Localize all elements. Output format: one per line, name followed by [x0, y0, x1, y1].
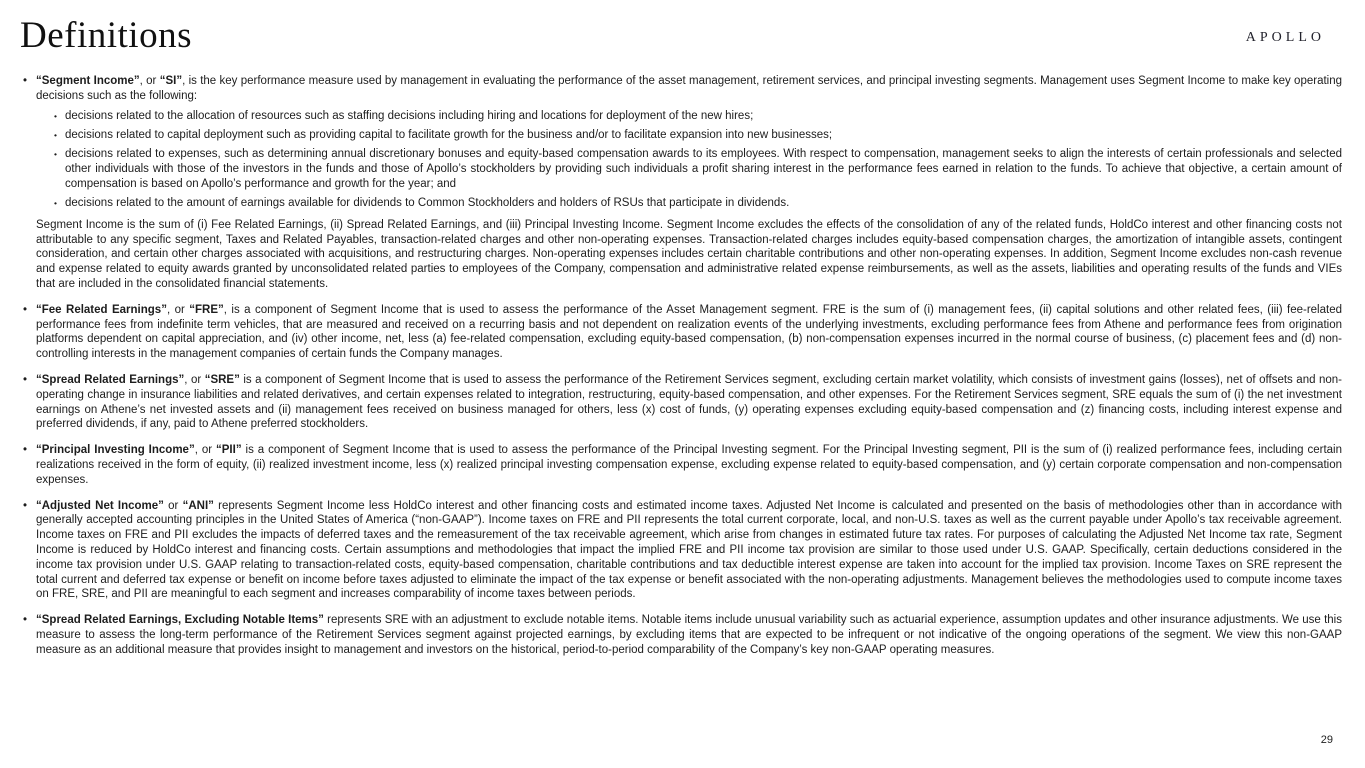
- term-abbr: “ANI”: [182, 499, 214, 512]
- term-abbr: “PII”: [216, 444, 242, 457]
- sub-list-item: [54, 128, 1342, 143]
- bullet-icon: •: [23, 75, 28, 87]
- definition-text: [36, 499, 1342, 603]
- definition-item-fre: [23, 303, 1342, 362]
- definition-text: [36, 443, 1342, 487]
- definitions-list: [23, 74, 1342, 669]
- term-abbr: “SI”: [159, 75, 183, 87]
- term-label: “Spread Related Earnings”: [36, 374, 185, 387]
- definition-text: [36, 613, 1342, 657]
- definition-paragraph: [36, 303, 1342, 362]
- sub-item-text: decisions related to capital deployment such as providing capital to facilitate growth for the business and/or to facilitate expansion into new businesses;: [65, 128, 833, 141]
- definition-body: , is a component of Segment Income that is used to assess the performance of the Asset Management segment. FRE is the sum of (i) management fees, (ii) capital solutions and other related fees, (iii) fee-related performance fees from indefinite term vehicles, that are measured and received on a recurring basis and not dependent on realization events of the underlying investments, excluding performance fees from Athene and performance fees from origination platforms dependent on capital appreciation, and (iv) other income, net, less (a) fee-related compensation, excluding equity-based compensation, (b) non-compensation expenses incurred in the normal course of business, (c) placement fees and (d) non-controlling interests in the management companies of certain funds the Company manages.: [36, 303, 1342, 361]
- term-label: “Segment Income”: [36, 75, 140, 87]
- definition-body: , is the key performance measure used by management in evaluating the performance of the asset management, retirement services, and principal investing segments. Management uses Segment Income to make key operating decisions such as the following:: [36, 75, 1343, 102]
- sub-bullet-icon: •: [54, 198, 57, 209]
- term-connector: , or: [139, 75, 160, 87]
- definition-continuation: Segment Income is the sum of (i) Fee Related Earnings, (ii) Spread Related Earnings, and (iii) Principal Investing Income. Segment Income excludes the effects of the consolidation of any of the related funds, HoldCo interest and other financing costs not attributable to any specific segment, Taxes and Related Payables, transaction-related charges and other non-operating expenses. Transaction-related charges includes equity-based compensation charges, the amortization of intangible assets, contingent consideration, and certain other charges associated with acquisitions, and restructuring charges. Non-operating expenses includes certain charitable contributions and other non-operating expenses. In addition, Segment Income excludes non-cash revenue and expense related to equity awards granted by unconsolidated related parties to employees of the Company, compensation and administrative related expense reimbursements, as well as the assets, liabilities and operating results of the funds and VIEs that are included in the consolidated financial statements.: [36, 218, 1342, 291]
- definition-text: [36, 303, 1342, 362]
- term-label: “Adjusted Net Income”: [36, 499, 164, 512]
- bullet-icon: •: [23, 614, 28, 627]
- bullet-icon: •: [23, 374, 28, 387]
- sub-bullet-icon: •: [54, 149, 57, 160]
- sub-bullet-icon: •: [54, 110, 57, 121]
- definition-body: represents SRE with an adjustment to exclude notable items. Notable items include unusual variability such as actuarial experience, assumption updates and other insurance adjustments. We use this measure to assess the long-term performance of the Retirement Services segment against projected earnings, by excluding items that are expected to be infrequent or not indicative of the ongoing operations of the segment. We view this non-GAAP measure as an additional measure that provides insight to management and investors on the historical, period-to-period comparability of the Company’s key non-GAAP operating measures.: [36, 614, 1342, 656]
- definition-paragraph: [36, 373, 1342, 432]
- sub-item-text: decisions related to the amount of earnings available for dividends to Common Stockholders and holders of RSUs that participate in dividends.: [65, 197, 790, 210]
- sub-decision-list: [54, 109, 1342, 211]
- term-label: “Fee Related Earnings”: [36, 303, 167, 316]
- sub-bullet-icon: •: [54, 129, 57, 140]
- apollo-logo: APOLLO: [1245, 30, 1325, 45]
- definition-paragraph: [36, 613, 1342, 657]
- definition-item-segment-income: [23, 74, 1342, 292]
- definition-item-sre: [23, 373, 1342, 432]
- definition-paragraph: [36, 499, 1342, 603]
- definition-text: [36, 373, 1342, 432]
- term-label: “Principal Investing Income”: [36, 444, 195, 457]
- bullet-icon: •: [23, 499, 28, 512]
- definition-item-ani: [23, 499, 1342, 603]
- definition-paragraph: [36, 74, 1342, 104]
- definition-text: [36, 74, 1342, 292]
- bullet-icon: •: [23, 444, 28, 457]
- term-connector: , or: [184, 374, 205, 387]
- definition-paragraph: [36, 443, 1342, 487]
- page-title: Definitions: [20, 15, 192, 56]
- definition-item-pii: [23, 443, 1342, 487]
- sub-list-item: [54, 109, 1342, 124]
- sub-list-item: [54, 147, 1342, 191]
- definition-body: is a component of Segment Income that is used to assess the performance of the Principal Investing segment. For the Principal Investing segment, PII is the sum of (i) realized performance fees, including certain realizations received in the form of equity, (ii) realized investment income, less (x) realized principal investing compensation expense, excluding expense related to equity-based compensation, and (y) certain corporate compensation and non-compensation expenses.: [36, 444, 1343, 486]
- term-abbr: “SRE”: [204, 374, 240, 387]
- definition-item-sre-ex-notables: [23, 613, 1342, 657]
- term-connector: or: [163, 499, 183, 512]
- sub-item-text: decisions related to the allocation of resources such as staffing decisions including hiring and locations for deployment of the new hires;: [65, 109, 754, 122]
- term-connector: , or: [194, 444, 217, 457]
- term-label: “Spread Related Earnings, Excluding Notable Items”: [36, 614, 324, 627]
- term-connector: , or: [166, 303, 190, 316]
- sub-item-text: decisions related to expenses, such as determining annual discretionary bonuses and equity-based compensation awards to its employees. With respect to compensation, management seeks to align the interests of certain professionals and selected other individuals with those of the investors in the funds and those of Apollo’s stockholders by providing such individuals a profit sharing interest in the performance fees earned in relation to the funds. To achieve that objective, a certain amount of compensation is based on Apollo’s performance and growth for the year; and: [65, 148, 1342, 190]
- sub-list-item: [54, 196, 1342, 211]
- bullet-icon: •: [23, 303, 28, 316]
- definition-body: represents Segment Income less HoldCo interest and other financing costs and estimated income taxes. Adjusted Net Income is calculated and presented on the basis of methodologies other than in accordance with generally accepted accounting principles in the United States of America (“non-GAAP”). Income taxes on FRE and PII represents the total current corporate, local, and non-U.S. taxes as well as the current payable under Apollo’s tax receivable agreement. Income taxes on FRE and PII excludes the impacts of deferred taxes and the remeasurement of the tax receivable agreement, which arise from changes in estimated future tax rates. For purposes of calculating the Adjusted Net Income tax rate, Segment Income is reduced by HoldCo interest and financing costs. Certain assumptions and methodologies that impact the implied FRE and PII income tax provision are similar to those used under U.S. GAAP. Specifically, certain deductions considered in the income tax provision under U.S. GAAP relating to transaction-related costs, equity-based compensation, charitable contributions and tax deductible interest expense are taken into account for the implied tax provision. Income Taxes on SRE represent the total current and deferred tax expense or benefit on income before taxes adjusted to eliminate the impact of the tax expense or benefit associated with the non-operating adjustments. Management believes the methodologies used to compute income taxes on FRE, SRE, and PII are meaningful to each segment and increases comparability of income taxes between periods.: [36, 499, 1342, 601]
- page-number: 29: [1320, 734, 1333, 746]
- term-abbr: “FRE”: [189, 303, 224, 316]
- definition-body: is a component of Segment Income that is used to assess the performance of the Retirement Services segment, excluding certain market volatility, which consists of investment gains (losses), net of offsets and non-operating change in insurance liabilities and related derivatives, and certain expenses related to integration, restructuring, equity-based compensation, and other expenses. For the Retirement Services segment, SRE equals the sum of (i) the net investment earnings on Athene’s net invested assets and (ii) management fees received on business managed for others, less (x) cost of funds, (y) operating expenses excluding equity-based compensation and (z) financing costs, including interest expense and preferred dividends, if any, paid to Athene preferred stockholders.: [36, 374, 1343, 431]
